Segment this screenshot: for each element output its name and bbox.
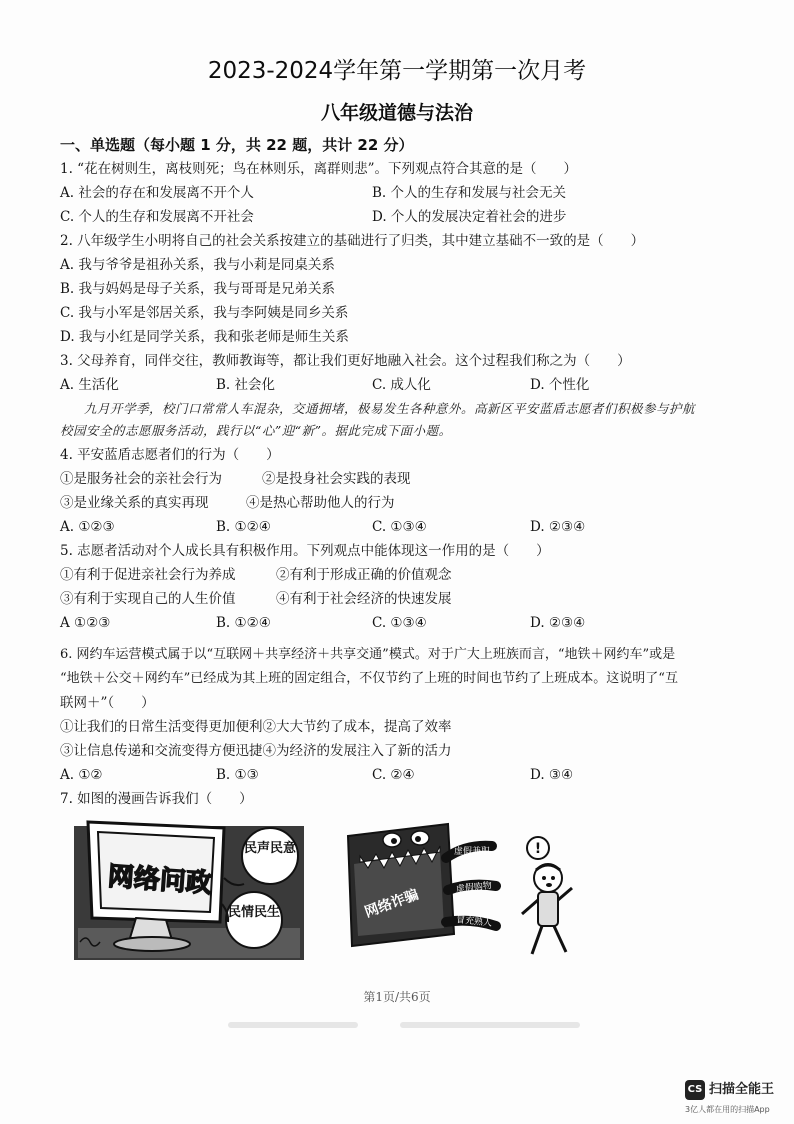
q6-option-a: A. ①② xyxy=(60,767,103,783)
material-line-1: 九月开学季，校门口常常人车混杂，交通拥堵，极易发生各种意外。高新区平安蓝盾志愿者们积极参与护航 xyxy=(84,401,696,416)
q5-statement-2: ②有利于形成正确的价值观念 xyxy=(276,567,452,583)
q5-stem: 5. 志愿者活动对个人成长具有积极作用。下列观点中能体现这一作用的是（ ） xyxy=(60,543,550,559)
cartoon-left-bubble-2: 民情民生 xyxy=(227,905,281,920)
q4-statement-3: ③是业缘关系的真实再现 xyxy=(60,495,209,511)
cartoon-online-governance xyxy=(74,818,324,966)
cartoon-right-exclamation: ! xyxy=(534,841,542,857)
cartoon-right-tag-2: 虚假购物 xyxy=(455,881,493,895)
q1-stem: 1. “花在树则生，离枝则死；鸟在林则乐，离群则悲”。下列观点符合其意的是（ ） xyxy=(60,161,577,177)
q1-option-d: D. 个人的发展决定着社会的进步 xyxy=(372,209,567,225)
camscanner-tagline: 3亿人都在用的扫描App xyxy=(685,1105,770,1114)
page-number: 第1页/共6页 xyxy=(363,990,431,1004)
q2-option-d: D. 我与小红是同学关系，我和张老师是师生关系 xyxy=(60,329,349,345)
cartoon-right-screen-text: 网络诈骗 xyxy=(362,886,421,921)
q6-statements-1-2: ①让我们的日常生活变得更加便利②大大节约了成本，提高了效率 xyxy=(60,719,452,735)
q1-option-b: B. 个人的生存和发展与社会无关 xyxy=(372,185,567,201)
q3-stem: 3. 父母养育，同伴交往，教师教诲等，都让我们更好地融入社会。这个过程我们称之为（ ） xyxy=(60,353,631,369)
q5-statement-3: ③有利于实现自己的人生价值 xyxy=(60,591,236,607)
q3-option-c: C. 成人化 xyxy=(372,377,431,393)
camscanner-name: 扫描全能王 xyxy=(709,1082,775,1097)
camscanner-logo: CS xyxy=(685,1080,705,1100)
q6-statements-3-4: ③让信息传递和交流变得方便迅捷④为经济的发展注入了新的活力 xyxy=(60,743,452,759)
section-heading: 一、单选题（每小题 1 分，共 22 题，共计 22 分） xyxy=(60,136,414,154)
cartoon-left-screen-text: 网络问政 xyxy=(106,861,213,900)
q4-option-d: D. ②③④ xyxy=(530,519,586,535)
cartoon-right-tag-3: 冒充熟人 xyxy=(455,915,493,929)
q6-stem-line-3: 联网＋”（ ） xyxy=(60,695,155,711)
q4-option-c: C. ①③④ xyxy=(372,519,427,535)
q2-option-c: C. 我与小军是邻居关系，我与李阿姨是同乡关系 xyxy=(60,305,349,321)
cartoon-left-bubble-1: 民声民意 xyxy=(243,841,297,856)
q2-stem: 2. 八年级学生小明将自己的社会关系按建立的基础进行了归类，其中建立基础不一致的是（ ） xyxy=(60,233,645,249)
q3-option-b: B. 社会化 xyxy=(216,377,276,393)
q1-option-a: A. 社会的存在和发展离不开个人 xyxy=(60,185,254,201)
q1-option-c: C. 个人的生存和发展离不开社会 xyxy=(60,209,254,225)
q5-statement-1: ①有利于促进亲社会行为养成 xyxy=(60,567,236,583)
exam-title: 2023-2024学年第一学期第一次月考 xyxy=(207,58,587,84)
exam-subject: 八年级道德与法治 xyxy=(320,102,473,124)
scan-smudge-left xyxy=(228,1022,358,1028)
q6-stem-line-1: 6. 网约车运营模式属于以“互联网＋共享经济＋共享交通”模式。对于广大上班族而言，“地铁＋网约车”或是 xyxy=(60,647,676,662)
q6-stem-line-2: “地铁＋公交＋网约车”已经成为其上班的固定组合，不仅节约了上班的时间也节约了上班成本。这说明了“互 xyxy=(60,671,678,686)
cartoon-right-tag-1: 虚假兼职 xyxy=(454,847,491,857)
q3-option-d: D. 个性化 xyxy=(530,377,590,393)
q6-option-c: C. ②④ xyxy=(372,767,415,783)
q6-option-b: B. ①③ xyxy=(216,767,259,783)
q4-stem: 4. 平安蓝盾志愿者们的行为（ ） xyxy=(60,447,280,463)
q5-statement-4: ④有利于社会经济的快速发展 xyxy=(276,591,452,607)
q4-statement-1: ①是服务社会的亲社会行为 xyxy=(60,471,222,487)
q7-stem: 7. 如图的漫画告诉我们（ ） xyxy=(60,791,253,807)
q5-option-c: C. ①③④ xyxy=(372,615,427,631)
q4-statement-4: ④是热心帮助他人的行为 xyxy=(246,495,395,511)
q4-statement-2: ②是投身社会实践的表现 xyxy=(262,471,411,487)
q2-option-b: B. 我与妈妈是母子关系，我与哥哥是兄弟关系 xyxy=(60,281,336,297)
q5-option-b: B. ①②④ xyxy=(216,615,271,631)
q6-option-d: D. ③④ xyxy=(530,767,574,783)
q3-option-a: A. 生活化 xyxy=(60,377,119,393)
cartoon-online-fraud xyxy=(336,818,592,966)
material-line-2: 校园安全的志愿服务活动，践行以“心”迎“新”。据此完成下面小题。 xyxy=(60,423,452,438)
q2-option-a: A. 我与爷爷是祖孙关系，我与小莉是同桌关系 xyxy=(60,257,335,273)
q5-option-a: A ①②③ xyxy=(60,615,111,631)
q5-option-d: D. ②③④ xyxy=(530,615,586,631)
scan-smudge-right xyxy=(400,1022,580,1028)
q4-option-b: B. ①②④ xyxy=(216,519,271,535)
q4-option-a: A. ①②③ xyxy=(60,519,115,535)
